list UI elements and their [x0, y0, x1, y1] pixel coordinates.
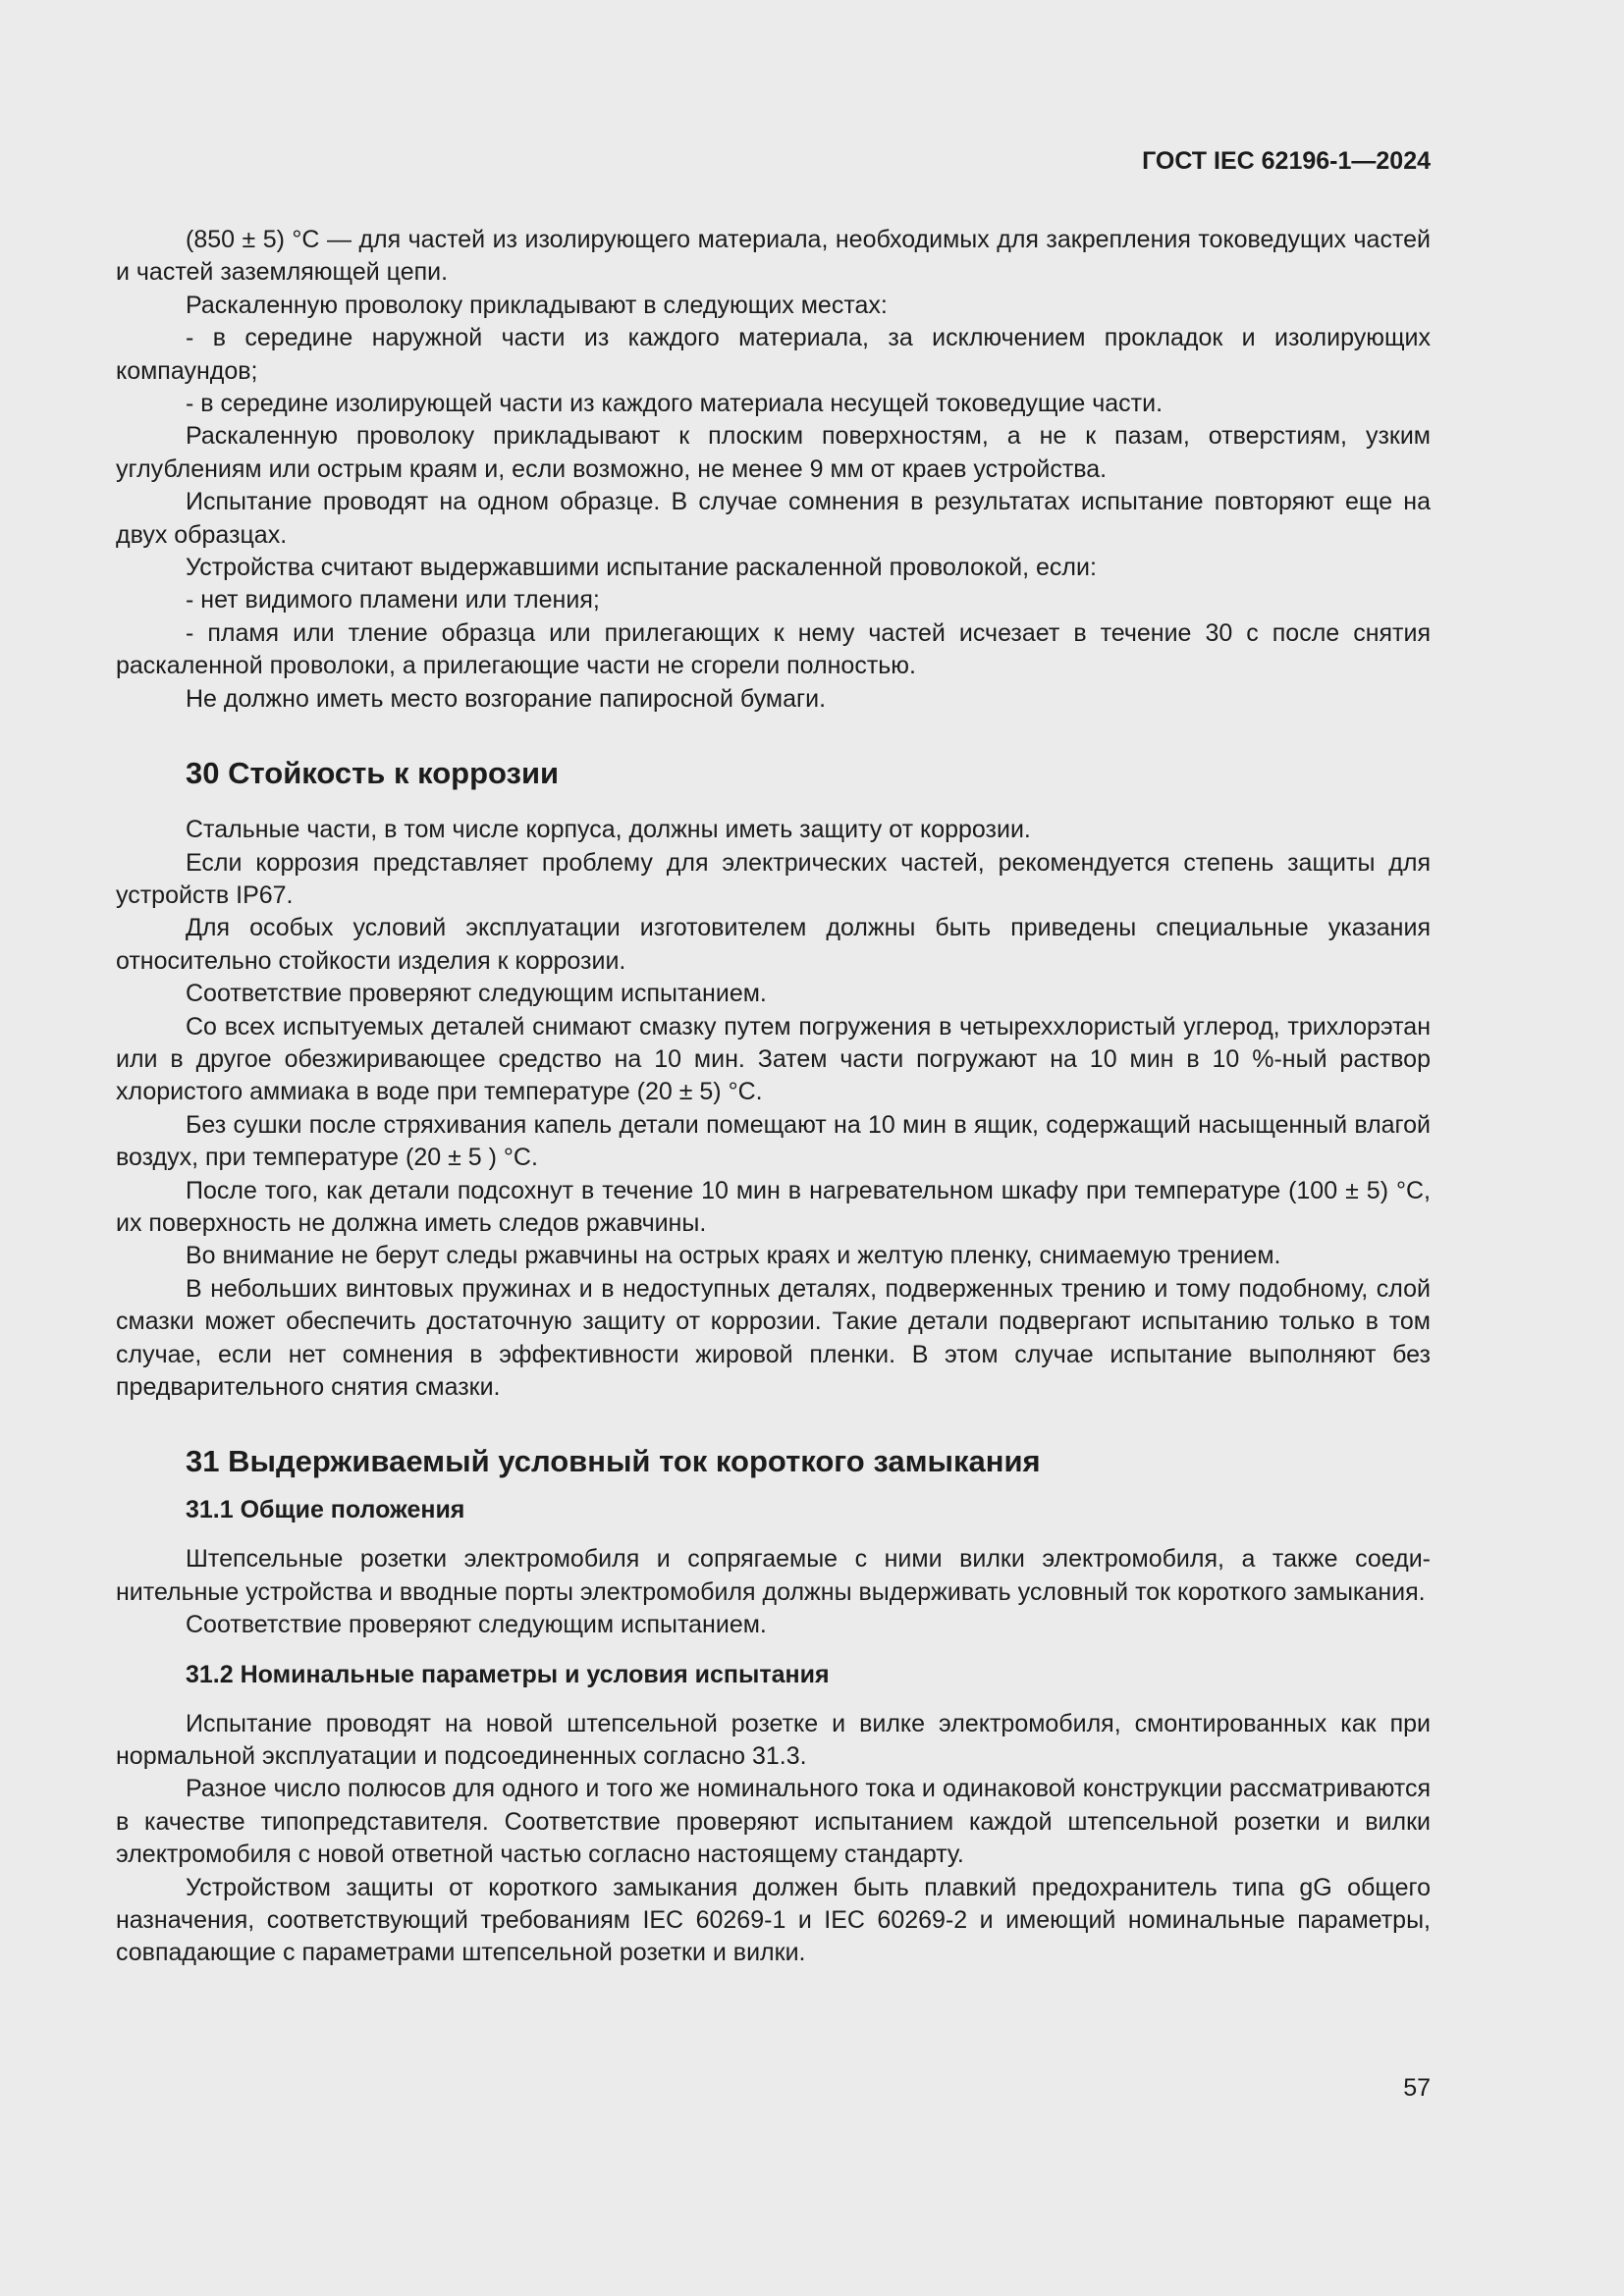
paragraph: Устройства считают выдержавшими испытание раскаленной проволокой, если: [186, 554, 1097, 582]
paragraph: Раскаленную проволоку прикладывают в следующих местах: [186, 291, 888, 319]
list-item: - пламя или тление образца или прилегающих к нему частей исчезает в течение 30 с после снятия раскаленной проволоки, а прилегающие части не сгорели полностью. [116, 618, 1431, 680]
paragraph: Разное число полюсов для одного и того же номинального тока и одинаковой конструкции рассматриваются в качестве типопредставителя. Соответствие проверяют испытанием каждой штепсельной розетки и вилки электромобиля с новой ответной частью согласно настоящему стандарту. [116, 1775, 1431, 1869]
paragraph: Раскаленную проволоку прикладывают к плоским поверхностям, а не к пазам, отверстиям, узким углублениям или острым краям и, если возможно, не менее 9 мм от краев устройства. [116, 422, 1431, 483]
paragraph: Штепсельные розетки электромобиля и сопрягаемые с ними вилки электромобиля, а также соединительные устройства и вводные порты электромобиля должны выдерживать условный ток короткого замыкания. [116, 1545, 1431, 1606]
paragraph: Соответствие проверяют следующим испытанием. [186, 1611, 767, 1639]
paragraph: Со всех испытуемых деталей снимают смазку путем погружения в четыреххлористый углерод, трихлорэтан или в другое обезжиривающее средство на 10 мин. Затем части погружают на 10 мин в 10 %-ный раствор хлористого аммиака в воде при температуре (20 ± 5) °C. [116, 1012, 1431, 1106]
paragraph: После того, как детали подсохнут в течение 10 мин в нагревательном шкафу при температуре (100 ± 5) °C, их поверхность не должна иметь следов ржавчины. [116, 1176, 1431, 1237]
paragraph: Не должно иметь место возгорание папиросной бумаги. [186, 684, 827, 713]
section-heading: 30 Стойкость к коррозии [186, 756, 560, 791]
paragraph: Если коррозия представляет проблему для электрических частей, рекомендуется степень защиты для устройств IP67. [116, 848, 1431, 909]
page-number: 57 [1403, 2074, 1431, 2102]
paragraph: Испытание проводят на одном образце. В случае сомнения в результатах испытание повторяют еще на двух образцах. [116, 488, 1431, 549]
document-header: ГОСТ IEC 62196-1—2024 [1142, 147, 1431, 175]
document-body [116, 224, 1431, 1970]
list-item: - в середине изолирующей части из каждого материала несущей токоведущие части. [186, 390, 1164, 418]
list-item: - нет видимого пламени или тления; [186, 586, 600, 614]
list-item: - в середине наружной части из каждого материала, за исключением прокладок и изолирующих компаундов; [116, 324, 1431, 385]
paragraph: Для особых условий эксплуатации изготовителем должны быть приведены специальные указания относительно стойкости изделия к коррозии. [116, 914, 1431, 975]
paragraph: (850 ± 5) °C — для частей из изолирующего материала, необходимых для закрепления токоведущих частей и частей заземляющей цепи. [116, 226, 1431, 287]
paragraph: Устройством защиты от короткого замыкания должен быть плавкий предохранитель типа gG общего назначения, соответствующий требованиям IEC 60269-1 и IEC 60269-2 и имеющий номинальные параметры, совпадающие с параметрами штепсельной розетки и вилки. [116, 1873, 1431, 1967]
paragraph: Без сушки после стряхивания капель детали помещают на 10 мин в ящик, содержащий насыщенный влагой воздух, при температуре (20 ± 5 ) °C. [116, 1110, 1431, 1172]
paragraph: Соответствие проверяют следующим испытанием. [186, 980, 767, 1008]
paragraph: Испытание проводят на новой штепсельной розетке и вилке электромобиля, смонтированных как при нормальной эксплуатации и подсоединенных согласно 31.3. [116, 1709, 1431, 1771]
subsection-heading: 31.1 Общие положения [186, 1496, 465, 1524]
paragraph: Во внимание не берут следы ржавчины на острых краях и желтую пленку, снимаемую трением. [186, 1242, 1281, 1270]
subsection-heading: 31.2 Номинальные параметры и условия испытания [186, 1660, 830, 1688]
paragraph: Стальные части, в том числе корпуса, должны иметь защиту от коррозии. [186, 816, 1031, 844]
section-heading: 31 Выдерживаемый условный ток короткого замыкания [186, 1444, 1041, 1479]
paragraph: В небольших винтовых пружинах и в недоступных деталях, подверженных трению и тому подобному, слой смазки может обеспечить достаточную защиту от коррозии. Такие детали подвергают испытанию только в том случае, если нет сомнения в эффективности жировой пленки. В этом случае испытание выполняют без предварительного снятия смазки. [116, 1274, 1431, 1401]
